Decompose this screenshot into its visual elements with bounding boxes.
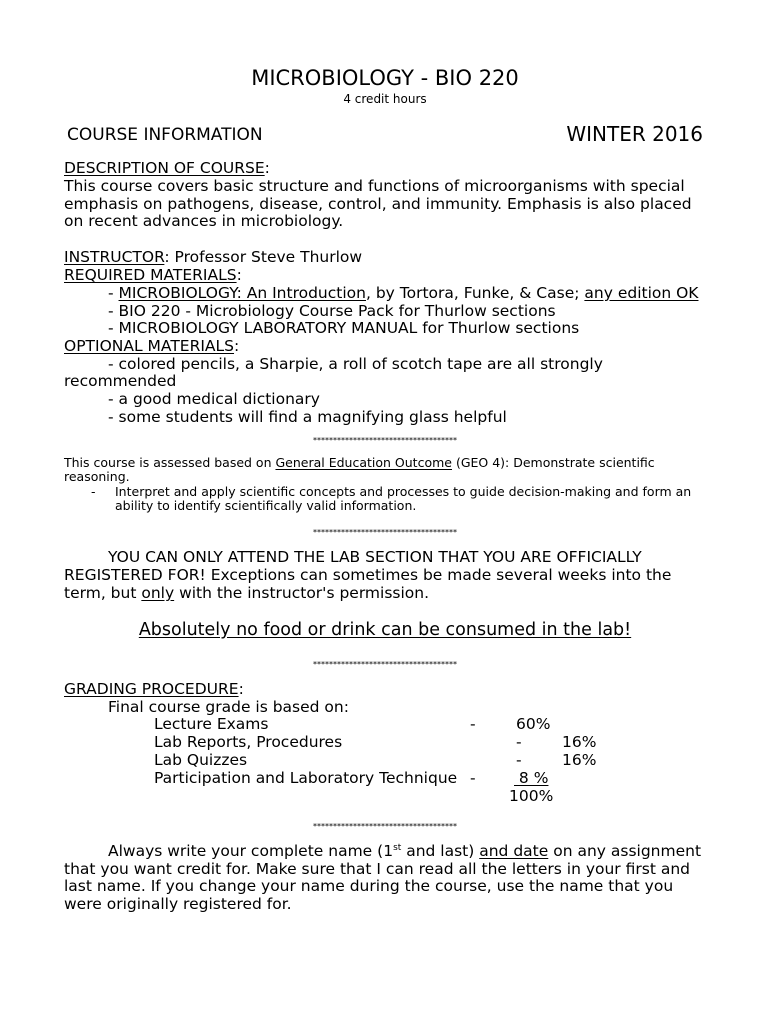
description-line-3: on recent advances in microbiology. bbox=[64, 212, 344, 230]
optional-item-supplies-cont: recommended bbox=[64, 372, 177, 390]
grade-dash-lecture-exams: - bbox=[470, 715, 476, 733]
separator-3: ************************************ bbox=[313, 660, 457, 669]
required-item-course-pack: - BIO 220 - Microbiology Course Pack for Thurlow sections bbox=[108, 302, 556, 320]
no-food-notice: Absolutely no food or drink can be consumed in the lab! bbox=[138, 620, 632, 640]
term-label: WINTER 2016 bbox=[566, 122, 703, 146]
lab-notice-line-2: REGISTERED FOR! Exceptions can sometimes be made several weeks into the bbox=[64, 566, 672, 584]
separator-2: ************************************ bbox=[313, 528, 457, 537]
separator-4: ************************************ bbox=[313, 822, 457, 831]
optional-item-magnifier: - some students will find a magnifying glass helpful bbox=[108, 408, 507, 426]
lab-notice-line-3: term, but only with the instructor's permission. bbox=[64, 584, 430, 602]
name-notice-line-2: that you want credit for. Make sure that I can read all the letters in your first and bbox=[64, 860, 690, 878]
edition-note: any edition OK bbox=[584, 284, 699, 302]
description-colon: : bbox=[264, 159, 270, 177]
grade-dash-lab-quizzes: - bbox=[516, 751, 522, 769]
grade-item-participation: Participation and Laboratory Technique bbox=[154, 769, 458, 787]
grading-intro: Final course grade is based on: bbox=[108, 698, 349, 716]
required-item-lab-manual: - MICROBIOLOGY LABORATORY MANUAL for Thurlow sections bbox=[108, 319, 580, 337]
grade-total: 100% bbox=[509, 787, 554, 805]
grading-heading: GRADING PROCEDURE: bbox=[64, 680, 244, 698]
textbook-title: MICROBIOLOGY: An Introduction bbox=[118, 284, 366, 302]
assessment-bullet: - bbox=[91, 484, 96, 499]
instructor-line bbox=[64, 249, 362, 267]
required-item-textbook: - MICROBIOLOGY: An Introduction, by Tortora, Funke, & Case; any edition OK bbox=[108, 284, 699, 302]
optional-item-dictionary: - a good medical dictionary bbox=[108, 390, 320, 408]
name-notice-line-3: last name. If you change your name during the course, use the name that you bbox=[64, 877, 674, 895]
grade-dash-participation: - bbox=[470, 769, 476, 787]
description-line-1: This course covers basic structure and functions of microorganisms with special bbox=[64, 177, 685, 195]
grade-item-lab-reports: Lab Reports, Procedures bbox=[154, 733, 343, 751]
assessment-line-1: This course is assessed based on General Education Outcome (GEO 4): Demonstrate scientific bbox=[64, 455, 655, 470]
assessment-point-2: ability to identify scientifically valid information. bbox=[115, 498, 417, 513]
grading-label: GRADING PROCEDURE bbox=[64, 680, 239, 698]
course-title: MICROBIOLOGY - BIO 220 bbox=[251, 66, 519, 90]
ordinal-suffix: st bbox=[393, 843, 402, 853]
optional-heading: OPTIONAL MATERIALS: bbox=[64, 337, 240, 355]
instructor-name: : Professor Steve Thurlow bbox=[164, 248, 363, 266]
description-heading bbox=[64, 160, 270, 178]
grade-item-lecture-exams: Lecture Exams bbox=[154, 715, 269, 733]
separator-1: ************************************ bbox=[313, 436, 457, 445]
section-heading: COURSE INFORMATION bbox=[67, 125, 263, 145]
name-notice-line-4: were originally registered for. bbox=[64, 895, 292, 913]
description-label: DESCRIPTION OF COURSE bbox=[64, 159, 265, 177]
date-emphasis: and date bbox=[479, 842, 549, 860]
required-heading: REQUIRED MATERIALS: bbox=[64, 266, 242, 284]
required-label: REQUIRED MATERIALS bbox=[64, 266, 237, 284]
grade-value-lecture-exams: 60% bbox=[516, 715, 551, 733]
grade-value-lab-reports: 16% bbox=[562, 733, 597, 751]
optional-label: OPTIONAL MATERIALS bbox=[64, 337, 235, 355]
grade-dash-lab-reports: - bbox=[516, 733, 522, 751]
grade-value-lab-quizzes: 16% bbox=[562, 751, 597, 769]
credit-hours: 4 credit hours bbox=[343, 92, 427, 106]
optional-item-supplies: - colored pencils, a Sharpie, a roll of scotch tape are all strongly bbox=[108, 355, 603, 373]
name-notice-line-1: Always write your complete name (1st and last) and date on any assignment bbox=[108, 842, 702, 860]
assessment-line-2: reasoning. bbox=[64, 469, 130, 484]
grade-value-participation: 8 % bbox=[514, 769, 549, 787]
assessment-point-1: Interpret and apply scientific concepts and processes to guide decision-making and form an bbox=[115, 484, 692, 499]
lab-notice-line-1: YOU CAN ONLY ATTEND THE LAB SECTION THAT YOU ARE OFFICIALLY bbox=[108, 548, 642, 566]
grade-item-lab-quizzes: Lab Quizzes bbox=[154, 751, 248, 769]
description-line-2: emphasis on pathogens, disease, control, and immunity. Emphasis is also placed bbox=[64, 195, 692, 213]
only-emphasis: only bbox=[141, 584, 175, 602]
instructor-label: INSTRUCTOR bbox=[64, 248, 165, 266]
geo-link: General Education Outcome bbox=[275, 455, 452, 470]
